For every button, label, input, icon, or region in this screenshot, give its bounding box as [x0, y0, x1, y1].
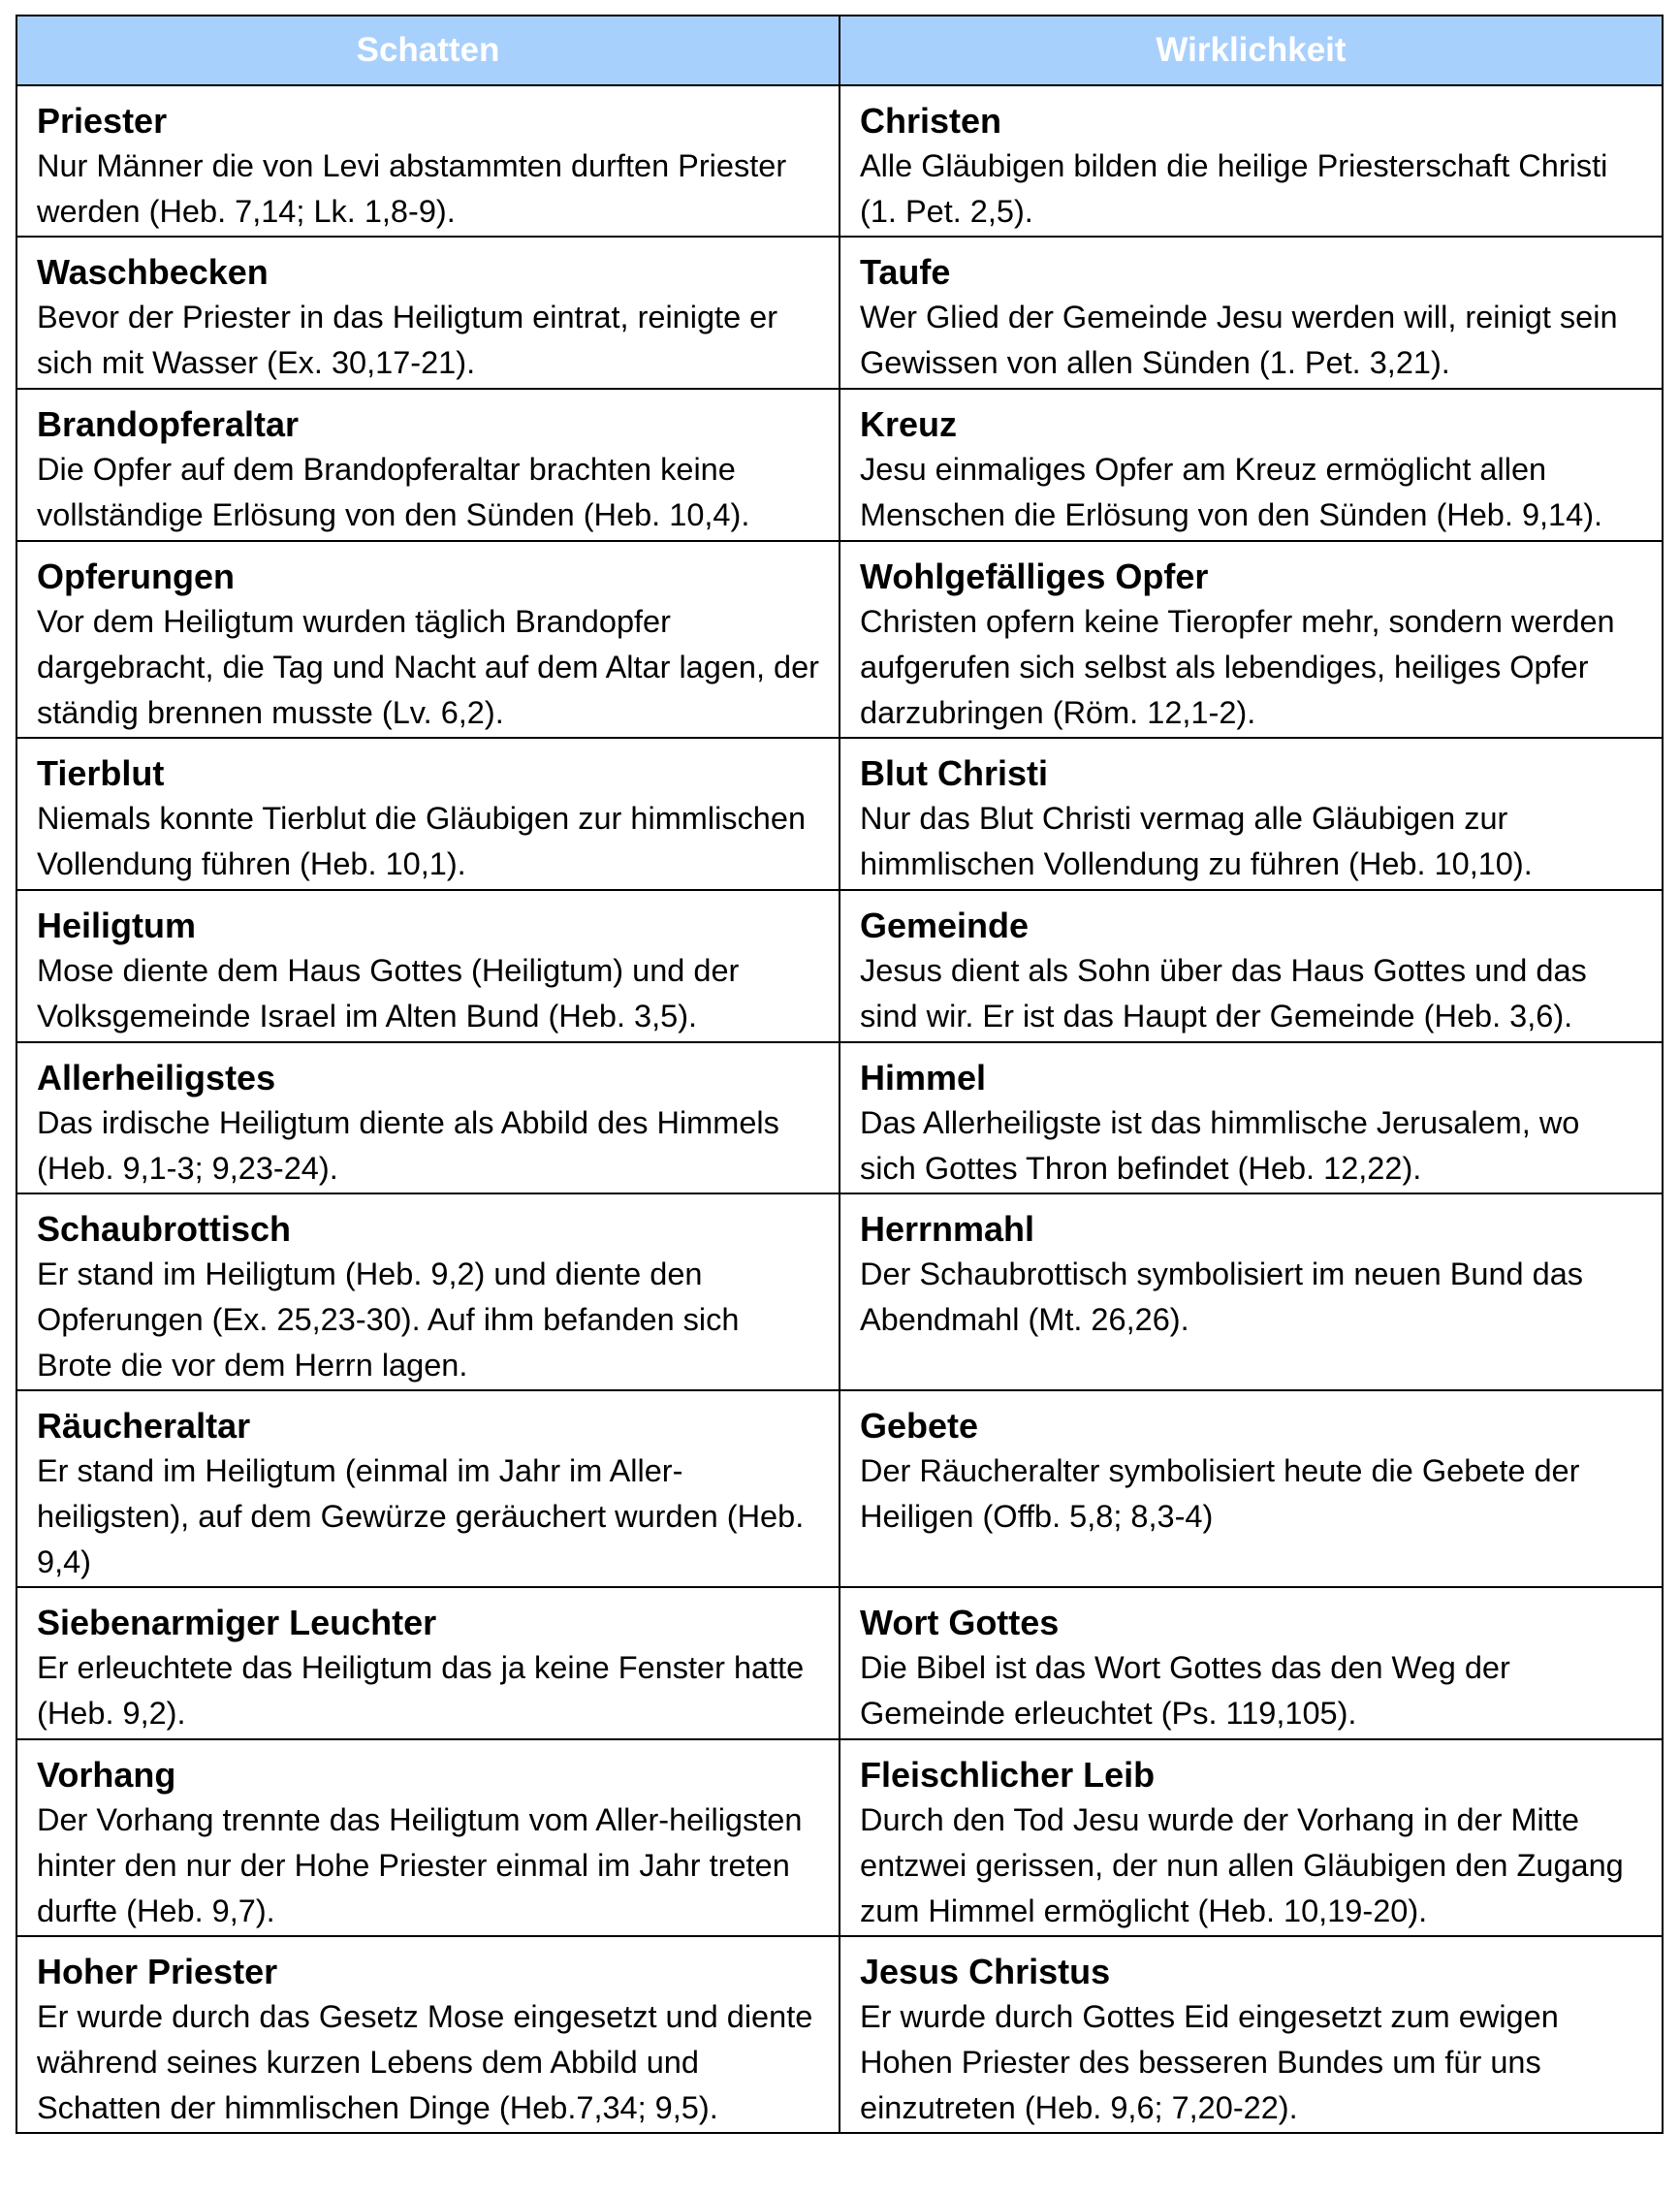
cell-schatten [16, 85, 840, 237]
schatten-text: Er stand im Heiligtum (Heb. 9,2) und diente den Opferungen (Ex. 25,23-30). Auf ihm befanden sich Brote die vor dem Herrn lagen. [37, 1257, 740, 1383]
wirklichkeit-text: Jesu einmaliges Opfer am Kreuz ermöglicht allen Menschen die Erlösung von den Sünden (Heb. 9,14). [860, 452, 1603, 532]
cell-wirklichkeit [840, 1936, 1663, 2133]
schatten-text: Vor dem Heiligtum wurden täglich Brandopfer dargebracht, die Tag und Nacht auf dem Altar lagen, der ständig brennen musste (Lv. 6,2). [37, 604, 820, 730]
table-row [16, 890, 1663, 1042]
wirklichkeit-title: Christen [860, 101, 1002, 141]
cell-schatten [16, 1042, 840, 1193]
wirklichkeit-text: Christen opfern keine Tieropfer mehr, sondern werden aufgerufen sich selbst als lebendiges, heiliges Opfer darzubringen (Röm. 12,1-2). [860, 604, 1615, 730]
wirklichkeit-title: Jesus Christus [860, 1952, 1111, 1991]
schatten-title: Brandopferaltar [37, 404, 300, 444]
schatten-text: Nur Männer die von Levi abstammten durften Priester werden (Heb. 7,14; Lk. 1,8-9). [37, 148, 787, 229]
cell-wirklichkeit [840, 541, 1663, 738]
wirklichkeit-text: Jesus dient als Sohn über das Haus Gottes und das sind wir. Er ist das Haupt der Gemeinde (Heb. 3,6). [860, 953, 1587, 1034]
cell-wirklichkeit [840, 1042, 1663, 1193]
schatten-title: Vorhang [37, 1755, 176, 1795]
cell-wirklichkeit [840, 237, 1663, 389]
cell-schatten [16, 389, 840, 541]
schatten-text: Mose diente dem Haus Gottes (Heiligtum) und der Volksgemeinde Israel im Alten Bund (Heb. 3,5). [37, 953, 740, 1034]
table-row [16, 237, 1663, 389]
schatten-title: Heiligtum [37, 906, 197, 945]
schatten-text: Der Vorhang trennte das Heiligtum vom Aller-heiligsten hinter den nur der Hohe Priester einmal im Jahr treten durfte (Heb. 9,7). [37, 1802, 803, 1928]
wirklichkeit-title: Blut Christi [860, 753, 1048, 793]
schatten-title: Waschbecken [37, 252, 269, 292]
schatten-title: Opferungen [37, 557, 235, 596]
wirklichkeit-title: Himmel [860, 1058, 987, 1098]
wirklichkeit-text: Wer Glied der Gemeinde Jesu werden will, reinigt sein Gewissen von allen Sünden (1. Pet. 3,21). [860, 300, 1618, 380]
cell-wirklichkeit [840, 890, 1663, 1042]
cell-schatten [16, 1390, 840, 1587]
table-row [16, 1936, 1663, 2133]
schatten-text: Er erleuchtete das Heiligtum das ja keine Fenster hatte (Heb. 9,2). [37, 1650, 805, 1731]
cell-wirklichkeit [840, 1587, 1663, 1739]
cell-schatten [16, 1587, 840, 1739]
table-row [16, 1042, 1663, 1193]
schatten-text: Bevor der Priester in das Heiligtum eintrat, reinigte er sich mit Wasser (Ex. 30,17-21). [37, 300, 778, 380]
table-row [16, 541, 1663, 738]
table-row [16, 1193, 1663, 1390]
wirklichkeit-text: Nur das Blut Christi vermag alle Gläubigen zur himmlischen Vollendung zu führen (Heb. 10,10). [860, 801, 1533, 881]
wirklichkeit-text: Die Bibel ist das Wort Gottes das den Weg der Gemeinde erleuchtet (Ps. 119,105). [860, 1650, 1510, 1731]
schatten-text: Die Opfer auf dem Brandopferaltar brachten keine vollständige Erlösung von den Sünden (Heb. 10,4). [37, 452, 750, 532]
cell-wirklichkeit [840, 1390, 1663, 1587]
cell-wirklichkeit [840, 1193, 1663, 1390]
schatten-title: Siebenarmiger Leuchter [37, 1603, 437, 1642]
header-wirklichkeit: Wirklichkeit [840, 16, 1663, 85]
wirklichkeit-text: Er wurde durch Gottes Eid eingesetzt zum ewigen Hohen Priester des besseren Bundes um für uns einzutreten (Heb. 9,6; 7,20-22). [860, 1999, 1559, 2125]
cell-schatten [16, 1936, 840, 2133]
schatten-title: Priester [37, 101, 168, 141]
schatten-title: Tierblut [37, 753, 165, 793]
table-body [16, 85, 1663, 2133]
cell-wirklichkeit [840, 1739, 1663, 1936]
table-row [16, 738, 1663, 890]
wirklichkeit-title: Kreuz [860, 404, 958, 444]
table-row [16, 85, 1663, 237]
comparison-table [16, 15, 1664, 2134]
wirklichkeit-text: Alle Gläubigen bilden die heilige Priesterschaft Christi (1. Pet. 2,5). [860, 148, 1608, 229]
schatten-title: Hoher Priester [37, 1952, 278, 1991]
table-row [16, 1739, 1663, 1936]
cell-schatten [16, 541, 840, 738]
schatten-title: Räucheraltar [37, 1406, 251, 1446]
wirklichkeit-text: Der Räucheralter symbolisiert heute die Gebete der Heiligen (Offb. 5,8; 8,3-4) [860, 1453, 1580, 1534]
header-row [16, 16, 1663, 85]
wirklichkeit-title: Gemeinde [860, 906, 1030, 945]
cell-wirklichkeit [840, 389, 1663, 541]
table-row [16, 1587, 1663, 1739]
cell-wirklichkeit [840, 85, 1663, 237]
cell-schatten [16, 237, 840, 389]
header-schatten: Schatten [16, 16, 840, 85]
cell-schatten [16, 890, 840, 1042]
wirklichkeit-title: Taufe [860, 252, 951, 292]
wirklichkeit-text: Durch den Tod Jesu wurde der Vorhang in der Mitte entzwei gerissen, der nun allen Gläubigen den Zugang zum Himmel ermöglicht (Heb. 10,19-20). [860, 1802, 1624, 1928]
table-row [16, 1390, 1663, 1587]
wirklichkeit-title: Gebete [860, 1406, 979, 1446]
cell-schatten [16, 1739, 840, 1936]
wirklichkeit-title: Wohlgefälliges Opfer [860, 557, 1209, 596]
schatten-text: Er stand im Heiligtum (einmal im Jahr im Aller-heiligsten), auf dem Gewürze geräuchert wurden (Heb. 9,4) [37, 1453, 805, 1579]
cell-schatten [16, 738, 840, 890]
wirklichkeit-text: Der Schaubrottisch symbolisiert im neuen Bund das Abendmahl (Mt. 26,26). [860, 1257, 1584, 1337]
wirklichkeit-title: Wort Gottes [860, 1603, 1060, 1642]
schatten-title: Schaubrottisch [37, 1209, 292, 1249]
schatten-text: Das irdische Heiligtum diente als Abbild des Himmels (Heb. 9,1-3; 9,23-24). [37, 1105, 779, 1186]
schatten-text: Er wurde durch das Gesetz Mose eingesetzt und diente während seines kurzen Lebens dem Abbild und Schatten der himmlischen Dinge (Heb.7,34; 9,5). [37, 1999, 813, 2125]
table-row [16, 389, 1663, 541]
wirklichkeit-title: Fleischlicher Leib [860, 1755, 1156, 1795]
cell-schatten [16, 1193, 840, 1390]
schatten-text: Niemals konnte Tierblut die Gläubigen zur himmlischen Vollendung führen (Heb. 10,1). [37, 801, 807, 881]
wirklichkeit-text: Das Allerheiligste ist das himmlische Jerusalem, wo sich Gottes Thron befindet (Heb. 12,22). [860, 1105, 1580, 1186]
schatten-title: Allerheiligstes [37, 1058, 276, 1098]
cell-wirklichkeit [840, 738, 1663, 890]
wirklichkeit-title: Herrnmahl [860, 1209, 1035, 1249]
